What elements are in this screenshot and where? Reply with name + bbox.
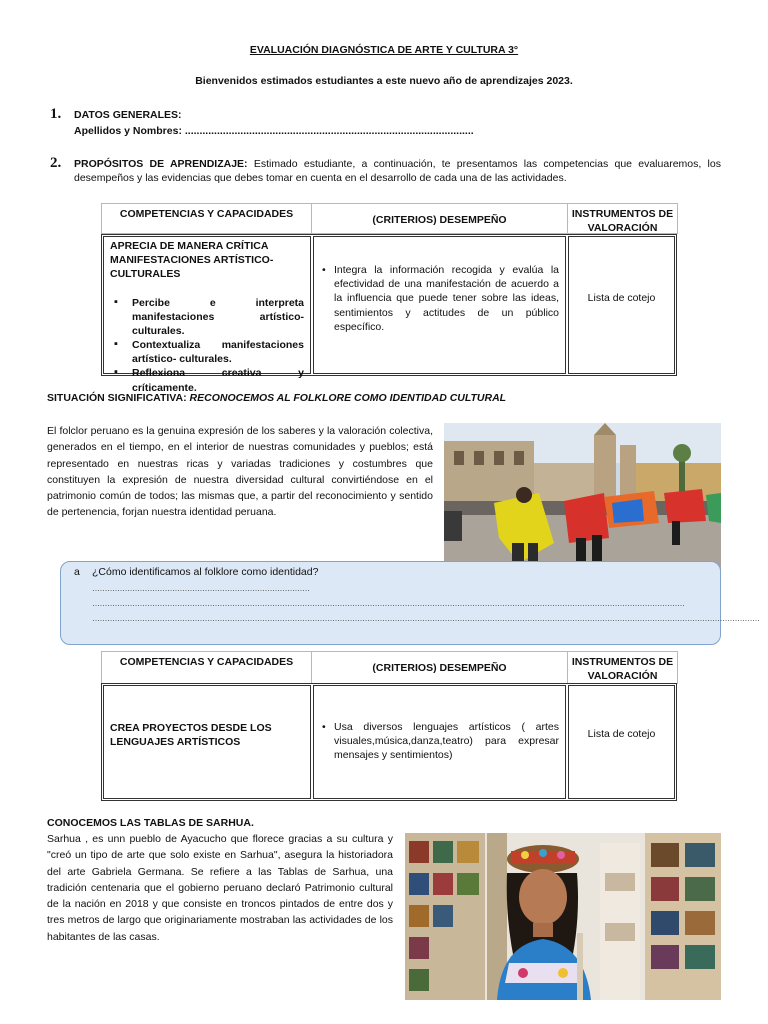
name-field-label: Apellidos y Nombres: ................................................................................................... xyxy=(74,125,474,137)
capacity-item: ▪ Contextualiza manifestaciones artístico- culturales. xyxy=(110,338,304,366)
table2-instrument: Lista de cotejo xyxy=(587,728,656,740)
table1-criteria-cell xyxy=(313,236,566,374)
capacity-item: ▪ Percibe e interpreta manifestaciones artístico-culturales. xyxy=(110,296,304,339)
table1-instrument: Lista de cotejo xyxy=(587,292,656,304)
section-2-heading: PROPÓSITOS DE APRENDIZAJE: xyxy=(74,158,248,170)
table1-criteria: Integra la información recogida y evalúa la efectividad de una manifestación de acuerdo a la influencia que puede tener sobre las ideas, sentimientos y actitudes de un público específico. xyxy=(334,264,559,333)
table1-competence-cell xyxy=(103,236,311,394)
answer-line-3[interactable]: …………………………………………………………………………………………………………………………………………………………………………………………………………………………………………… xyxy=(92,614,760,623)
question-letter: a xyxy=(74,566,80,578)
table2-competence: CREA PROYECTOS DESDE LOS LENGUAJES ARTÍSTICOS xyxy=(110,722,272,749)
section-2-text: Estimado estudiante, a continuación, te presentamos las competencias que evaluaremos, los desempeños y las evidencias que debes tomar en cuenta en el desarrollo de cada una de las actividades. xyxy=(74,158,721,185)
answer-line-2[interactable]: ………………………………………………………………………………………………………………………………………………………………………………………………………………… xyxy=(92,599,685,608)
table2-header-instrumentos: INSTRUMENTOS DE VALORACIÓN xyxy=(567,651,678,684)
table2-header-competencias: COMPETENCIAS Y CAPACIDADES xyxy=(101,651,312,684)
table1-criteria-item xyxy=(320,263,559,334)
situation-title: RECONOCEMOS AL FOLKLORE COMO IDENTIDAD CULTURAL xyxy=(186,392,507,404)
sarhua-paragraph: Sarhua , es unn pueblo de Ayacucho que florece gracias a su cultura y "creó un tipo de arte que solo existe en Sarhua", asegura la historiadora del arte Gabriela Germana. Se refiere a las Tablas de Sarhua, una tradición centenaria que el gobierno peruano declaró Patrimonio cultural de la nación en 2018 y que consiste en troncos pintados de entre dos y tres metros de largo que originariamente mostraban las actividades de los habitantes de las casas. xyxy=(47,833,393,943)
sarhua-woman-image xyxy=(405,833,721,1000)
situation-paragraph: El folclor peruano es la genuina expresión de los saberes y la valoración colectiva, generados en el tiempo, en el interior de nuestras comunidades y pueblos; está representado en nuestras ricas y variadas tradiciones y costumbres que constituyen la expresión de nuestra diversidad cultural convirtiéndose en el patrimonio común de todos; las mismas que, a partir del reconocimiento y sentido de pertenencia, forjan nuestra identidad peruana. xyxy=(47,425,433,519)
table2-criteria-cell xyxy=(313,685,566,799)
section-2-number: 2. xyxy=(50,155,62,171)
section-1-number: 1. xyxy=(50,106,62,122)
table1-header-competencias: COMPETENCIAS Y CAPACIDADES xyxy=(101,203,312,234)
capacity-item: ▪ Reflexiona creativa y críticamente. xyxy=(110,366,304,394)
situation-label: SITUACIÓN SIGNIFICATIVA: xyxy=(47,392,187,404)
situation-heading xyxy=(47,391,506,405)
table2-competence-cell xyxy=(103,685,311,799)
answer-line-1[interactable]: …………………………………………………………………………… xyxy=(92,584,310,593)
table1-header-instrumentos: INSTRUMENTOS DE VALORACIÓN xyxy=(567,203,678,234)
table2-criteria-item xyxy=(320,720,559,763)
table2-criteria: Usa diversos lenguajes artísticos ( artes visuales,música,danza,teatro) para expresar mensajes y sentimientos) xyxy=(334,721,559,762)
welcome-message: Bienvenidos estimados estudiantes a este nuevo año de aprendizajes 2023. xyxy=(195,75,573,87)
bullet-icon: • xyxy=(322,721,326,733)
section-1-heading: DATOS GENERALES: xyxy=(74,109,182,121)
table2-instrument-cell xyxy=(568,685,675,799)
section-2-paragraph xyxy=(74,157,721,185)
table1-competence: APRECIA DE MANERA CRÍTICA MANIFESTACIONES ARTÍSTICO-CULTURALES xyxy=(110,240,274,281)
document-title: EVALUACIÓN DIAGNÓSTICA DE ARTE Y CULTURA 3° xyxy=(249,44,519,56)
sarhua-woman-photo xyxy=(405,833,721,1000)
table1-capacities-list xyxy=(110,296,304,395)
table1-instrument-cell xyxy=(568,236,675,374)
table1-header-desempeno: (CRITERIOS) DESEMPEÑO xyxy=(311,203,568,234)
bullet-icon: • xyxy=(322,264,326,276)
sarhua-heading: CONOCEMOS LAS TABLAS DE SARHUA. xyxy=(47,817,254,829)
table2-header-desempeno: (CRITERIOS) DESEMPEÑO xyxy=(311,651,568,684)
question-text: ¿Cómo identificamos al folklore como identidad? xyxy=(92,566,319,578)
